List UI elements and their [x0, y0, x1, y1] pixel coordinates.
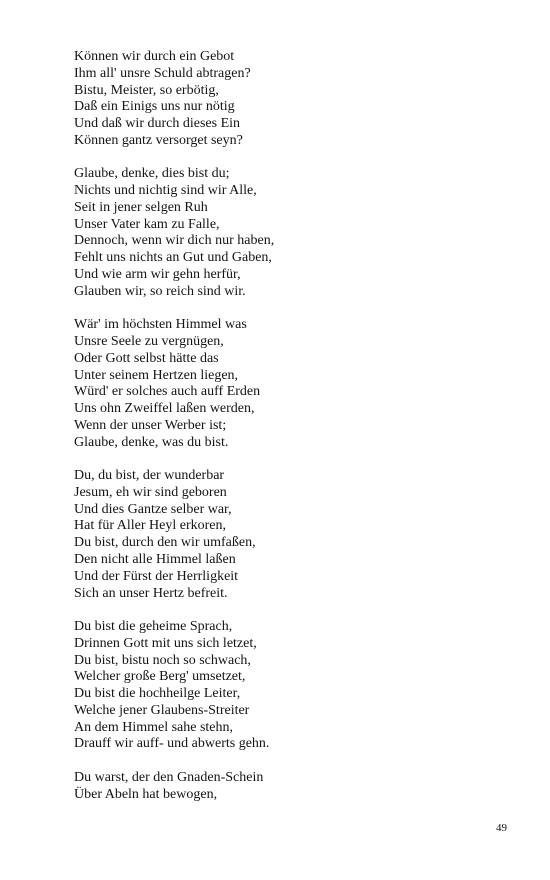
stanza-5 [74, 619, 494, 753]
poem-line: Welcher große Berg' umsetzet, [74, 669, 246, 685]
poem-line: Glauben wir, so reich sind wir. [74, 283, 246, 299]
poem-line: Drinnen Gott mit uns sich letzet, [74, 635, 257, 651]
poem-line: Unsre Seele zu vergnügen, [74, 333, 224, 349]
poem-line: An dem Himmel sahe stehn, [74, 719, 234, 735]
stanza-2 [74, 166, 494, 300]
poem-line: Können wir durch ein Gebot [74, 49, 235, 64]
poem-line: Unter seinem Hertzen liegen, [74, 367, 239, 383]
poem-line: Du bist die geheime Sprach, [74, 618, 233, 634]
poem-line: Drauff wir auff- und abwerts gehn. [74, 736, 270, 752]
poem-line: Wär' im höchsten Himmel was [74, 317, 247, 333]
poem-line: Ihm all' unsre Schuld abtragen? [74, 65, 251, 81]
poem-line: Und dies Gantze selber war, [74, 501, 232, 517]
poem-line: Du warst, der den Gnaden-Schein [74, 769, 264, 785]
poem-line: Du bist, bistu noch so schwach, [74, 652, 251, 668]
poem-line: Daß ein Einigs uns nur nötig [74, 99, 235, 115]
stanza-4 [74, 468, 494, 602]
poem-line: Glaube, denke, dies bist du; [74, 166, 230, 182]
poem-text [74, 49, 494, 820]
poem-line: Seit in jener selgen Ruh [74, 199, 208, 215]
poem-line: Du, du bist, der wunderbar [74, 468, 225, 484]
poem-line: Du bist, durch den wir umfaßen, [74, 535, 256, 551]
poem-line: Du bist die hochheilge Leiter, [74, 686, 241, 702]
poem-line: Oder Gott selbst hätte das [74, 350, 219, 366]
poem-line: Und wie arm wir gehn herfür, [74, 267, 241, 283]
poem-line: Den nicht alle Himmel laßen [74, 552, 236, 568]
poem-line: Bistu, Meister, so erbötig, [74, 82, 219, 98]
stanza-3 [74, 317, 494, 451]
poem-line: Welche jener Glaubens-Streiter [74, 702, 250, 718]
stanza-1 [74, 49, 494, 150]
poem-line: Und daß wir durch dieses Ein [74, 116, 241, 132]
poem-line: Würd' er solches auch auff Erden [74, 384, 261, 400]
poem-line: Können gantz versorget seyn? [74, 132, 243, 148]
poem-line: Fehlt uns nichts an Gut und Gaben, [74, 250, 272, 266]
poem-line: Über Abeln hat bewogen, [74, 786, 218, 802]
poem-line: Uns ohn Zweiffel laßen werden, [74, 401, 255, 417]
page-number: 49 [496, 822, 507, 834]
poem-line: Und der Fürst der Herrligkeit [74, 568, 239, 584]
poem-line: Unser Vater kam zu Falle, [74, 216, 220, 232]
poem-line: Wenn der unser Werber ist; [74, 417, 227, 433]
poem-line: Nichts und nichtig sind wir Alle, [74, 183, 257, 199]
stanza-6 [74, 770, 494, 804]
poem-line: Glaube, denke, was du bist. [74, 434, 229, 450]
poem-line: Dennoch, wenn wir dich nur haben, [74, 233, 275, 249]
poem-line: Sich an unser Hertz befreit. [74, 585, 228, 601]
poem-line: Hat für Aller Heyl erkoren, [74, 518, 226, 534]
poem-line: Jesum, eh wir sind geboren [74, 484, 227, 500]
